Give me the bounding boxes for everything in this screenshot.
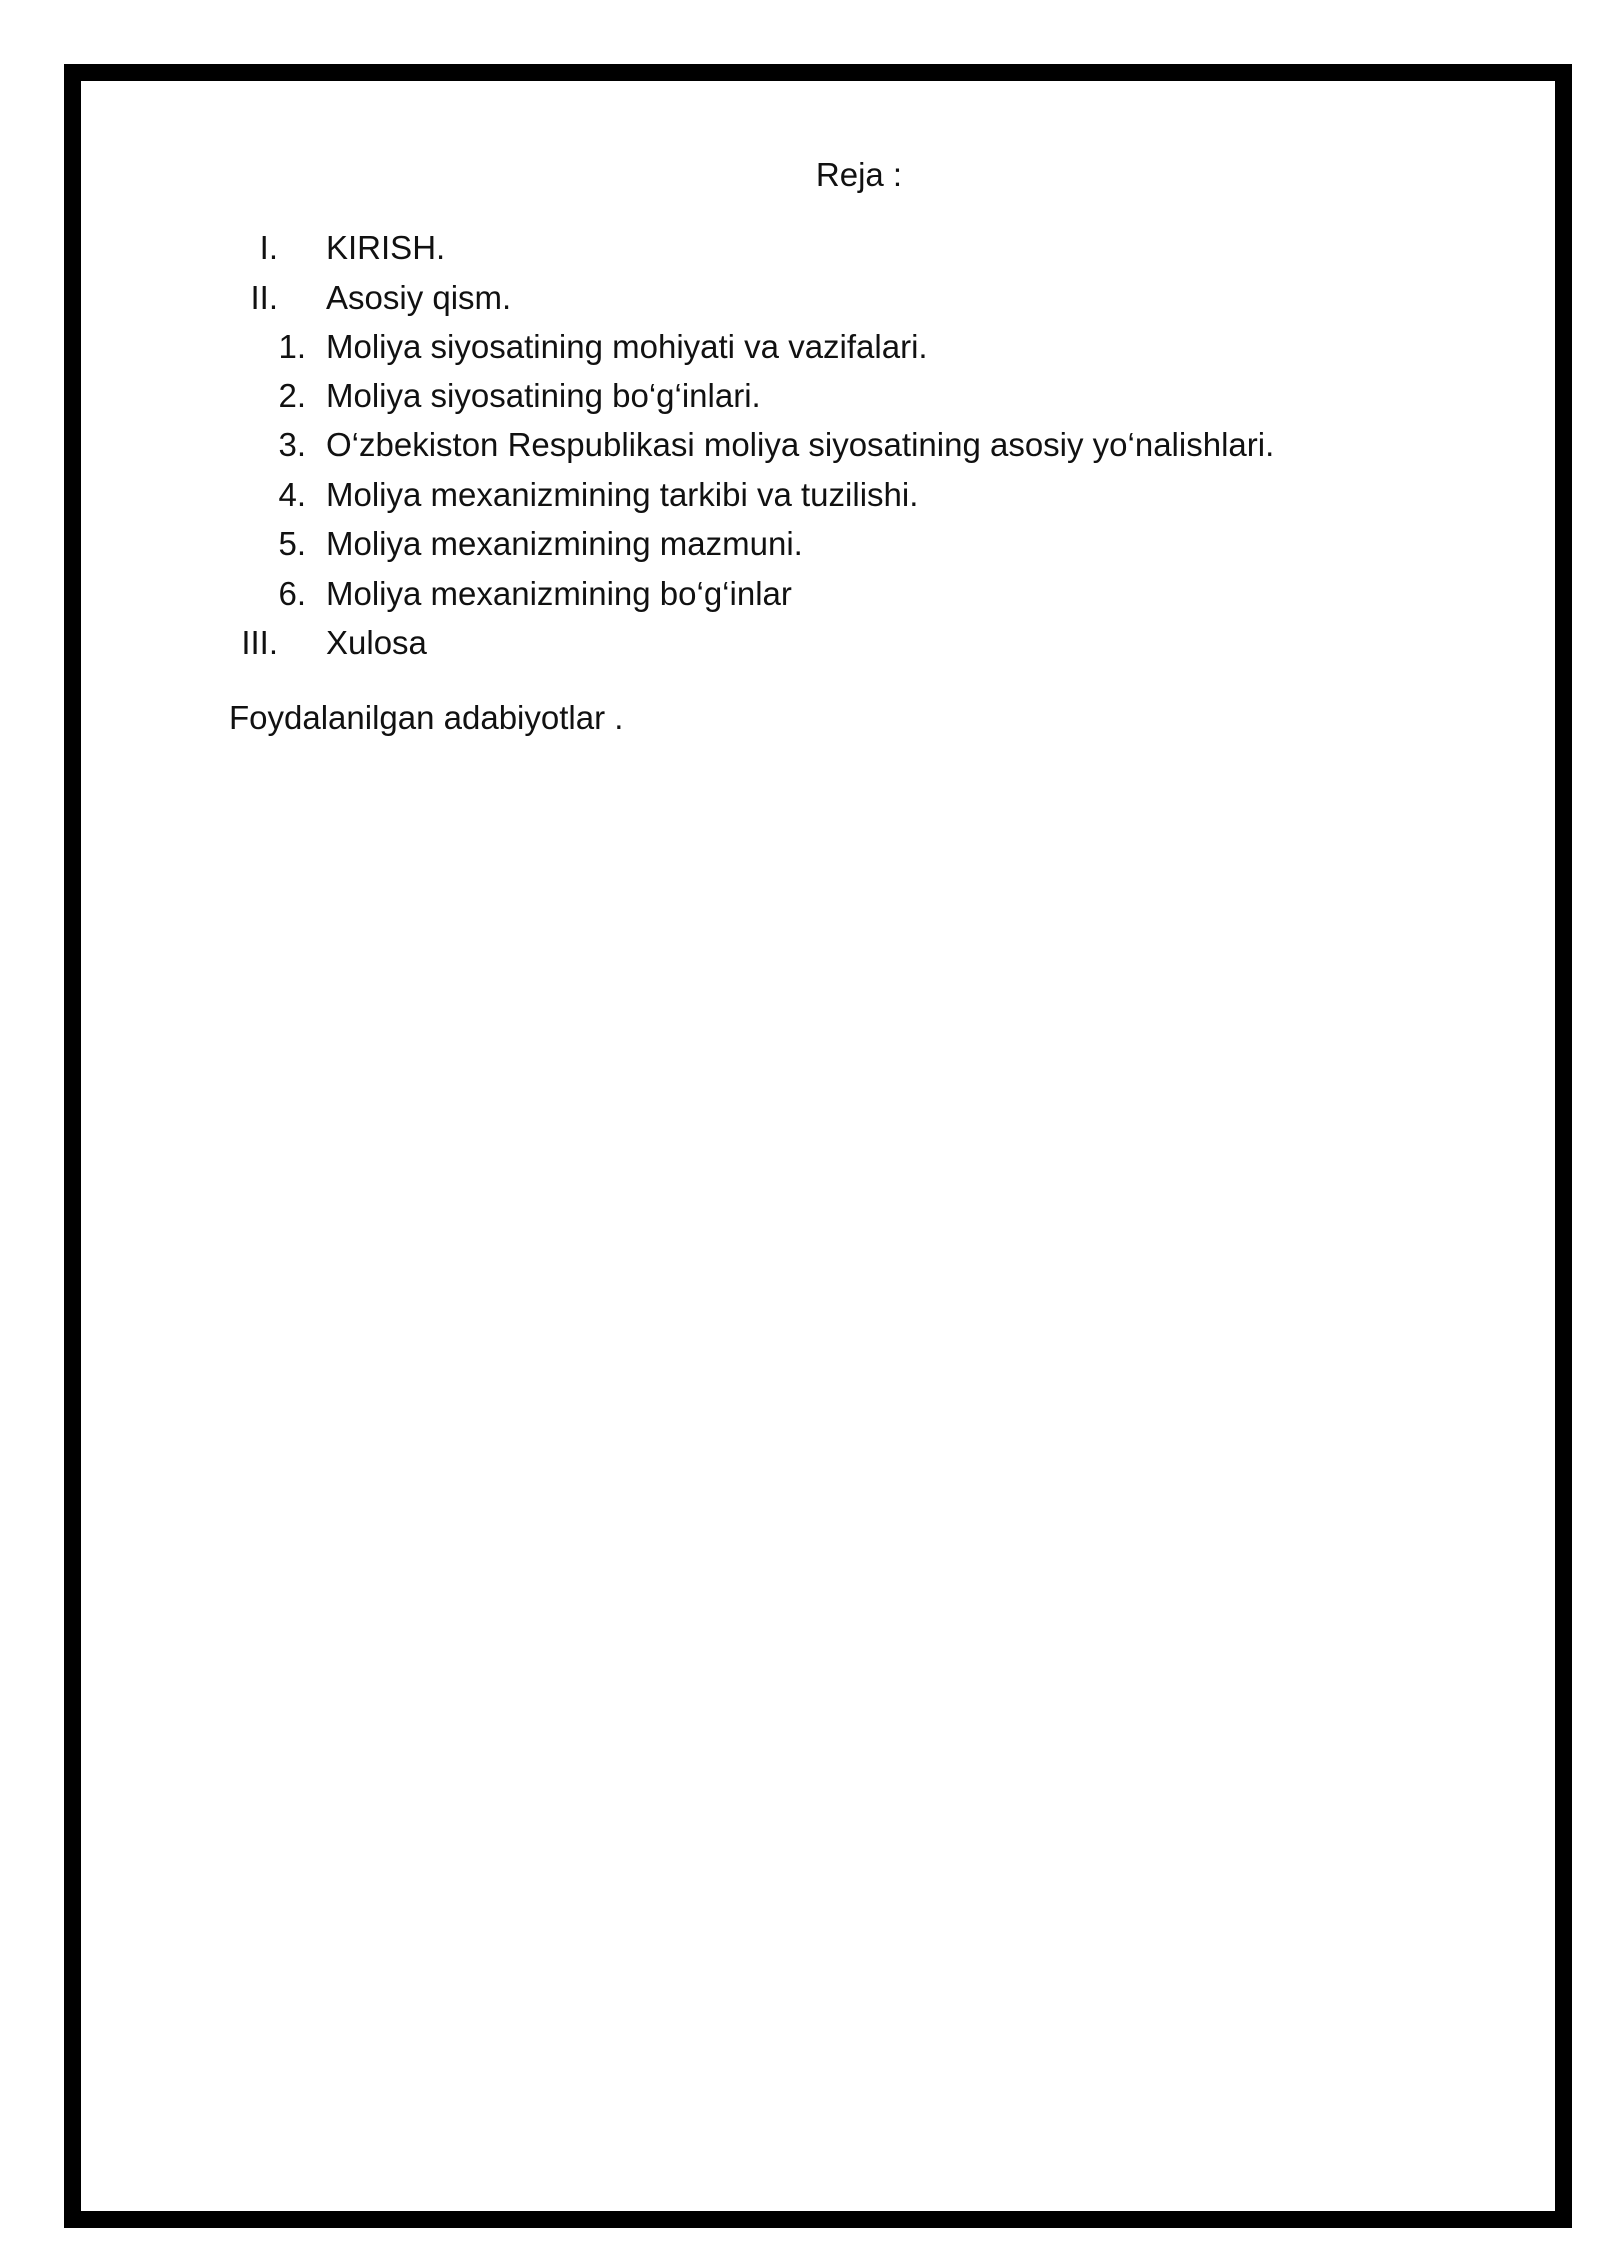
outline-marker: 3. [278, 426, 306, 463]
outline-text: Moliya mexanizmining tarkibi va tuzilishi. [326, 476, 919, 513]
page-title: Reja : [815, 156, 903, 193]
references-label: Foydalanilgan adabiyotlar . [229, 699, 624, 736]
outline-marker: III. [241, 624, 278, 661]
outline-text: O‘zbekiston Respublikasi moliya siyosatining asosiy yo‘nalishlari. [326, 426, 1275, 463]
outline-text: KIRISH. [326, 229, 446, 266]
outline-marker: 6. [278, 575, 306, 612]
outline-text: Asosiy qism. [326, 279, 512, 316]
outline-text: Moliya siyosatining bo‘g‘inlari. [326, 377, 761, 414]
outline-text: Xulosa [326, 624, 427, 661]
outline-marker: 1. [278, 328, 306, 365]
outline-marker: 4. [278, 476, 306, 513]
outline-marker: II. [250, 279, 278, 316]
outline-marker: I. [259, 229, 278, 266]
outline-text: Moliya mexanizmining mazmuni. [326, 525, 803, 562]
outline-marker: 5. [278, 525, 306, 562]
outline-marker: 2. [278, 377, 306, 414]
outline-text: Moliya mexanizmining bo‘g‘inlar [326, 575, 792, 612]
outline-text: Moliya siyosatining mohiyati va vazifalari. [326, 328, 928, 365]
